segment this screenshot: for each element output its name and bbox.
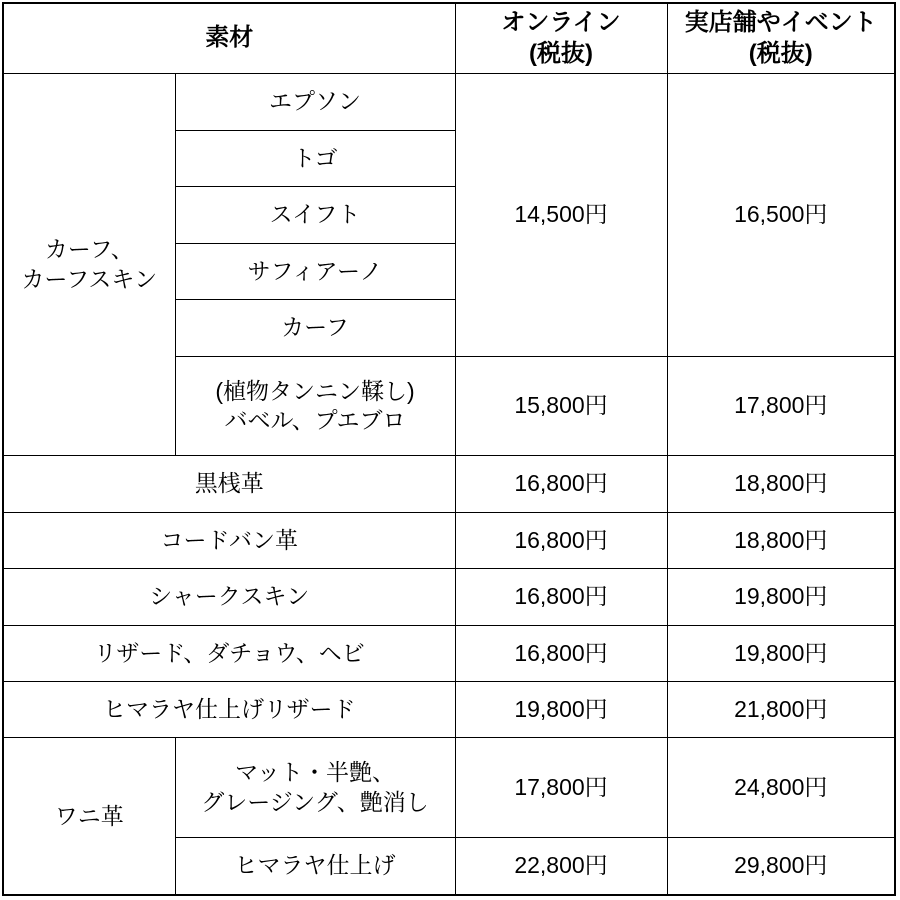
price-shop: 18,800円 bbox=[667, 456, 895, 512]
header-online-line1: オンライン bbox=[501, 9, 621, 36]
table-body bbox=[3, 74, 895, 895]
header-row bbox=[3, 3, 895, 74]
header-shop bbox=[667, 3, 895, 74]
header-shop-line1: 実店舗やイベント bbox=[684, 9, 877, 36]
material-name: エプソン bbox=[175, 74, 455, 130]
group-label-calf-line2: カーフスキン bbox=[21, 265, 158, 292]
price-online: 16,800円 bbox=[455, 512, 667, 568]
table-row bbox=[3, 625, 895, 681]
table-header bbox=[3, 3, 895, 74]
price-shop: 19,800円 bbox=[667, 569, 895, 625]
table-row bbox=[3, 512, 895, 568]
material-name-tannin-line1: (植物タンニン鞣し) bbox=[215, 377, 415, 404]
material-name: トゴ bbox=[175, 130, 455, 186]
price-shop: 18,800円 bbox=[667, 512, 895, 568]
price-shop: 19,800円 bbox=[667, 625, 895, 681]
price-shop: 29,800円 bbox=[667, 838, 895, 895]
group-label-calf-line1: カーフ、 bbox=[44, 236, 134, 263]
price-online: 14,500円 bbox=[455, 74, 667, 356]
material-name: ヒマラヤ仕上げ bbox=[175, 838, 455, 895]
price-online: 16,800円 bbox=[455, 625, 667, 681]
price-online: 22,800円 bbox=[455, 838, 667, 895]
material-name: カーフ bbox=[175, 300, 455, 356]
price-table bbox=[2, 2, 896, 896]
material-name: コードバン革 bbox=[3, 512, 455, 568]
table-row bbox=[3, 682, 895, 738]
header-online-line2: (税抜) bbox=[529, 39, 593, 67]
material-name-line2: グレージング、艶消し bbox=[201, 788, 429, 815]
price-shop: 16,500円 bbox=[667, 74, 895, 356]
header-shop-line2: (税抜) bbox=[748, 39, 813, 67]
table-row bbox=[3, 74, 895, 130]
price-shop: 24,800円 bbox=[667, 738, 895, 838]
price-online: 15,800円 bbox=[455, 356, 667, 456]
material-name: シャークスキン bbox=[3, 569, 455, 625]
header-material: 素材 bbox=[3, 3, 455, 74]
table-row bbox=[3, 456, 895, 512]
price-online: 19,800円 bbox=[455, 682, 667, 738]
header-online bbox=[455, 3, 667, 74]
price-shop: 21,800円 bbox=[667, 682, 895, 738]
price-shop: 17,800円 bbox=[667, 356, 895, 456]
material-name-tannin bbox=[175, 356, 455, 456]
group-label-croc: ワニ革 bbox=[3, 738, 175, 895]
price-online: 16,800円 bbox=[455, 569, 667, 625]
material-name bbox=[175, 738, 455, 838]
material-name: サフィアーノ bbox=[175, 243, 455, 299]
table-row bbox=[3, 738, 895, 838]
price-online: 17,800円 bbox=[455, 738, 667, 838]
table-row bbox=[3, 569, 895, 625]
material-name-tannin-line2: バベル、プエブロ bbox=[224, 406, 406, 433]
material-name: 黒桟革 bbox=[3, 456, 455, 512]
material-name: ヒマラヤ仕上げリザード bbox=[3, 682, 455, 738]
material-name-line1: マット・半艶、 bbox=[234, 759, 396, 786]
group-label-calf bbox=[3, 74, 175, 456]
material-name: スイフト bbox=[175, 187, 455, 243]
price-online: 16,800円 bbox=[455, 456, 667, 512]
material-name: リザード、ダチョウ、ヘビ bbox=[3, 625, 455, 681]
